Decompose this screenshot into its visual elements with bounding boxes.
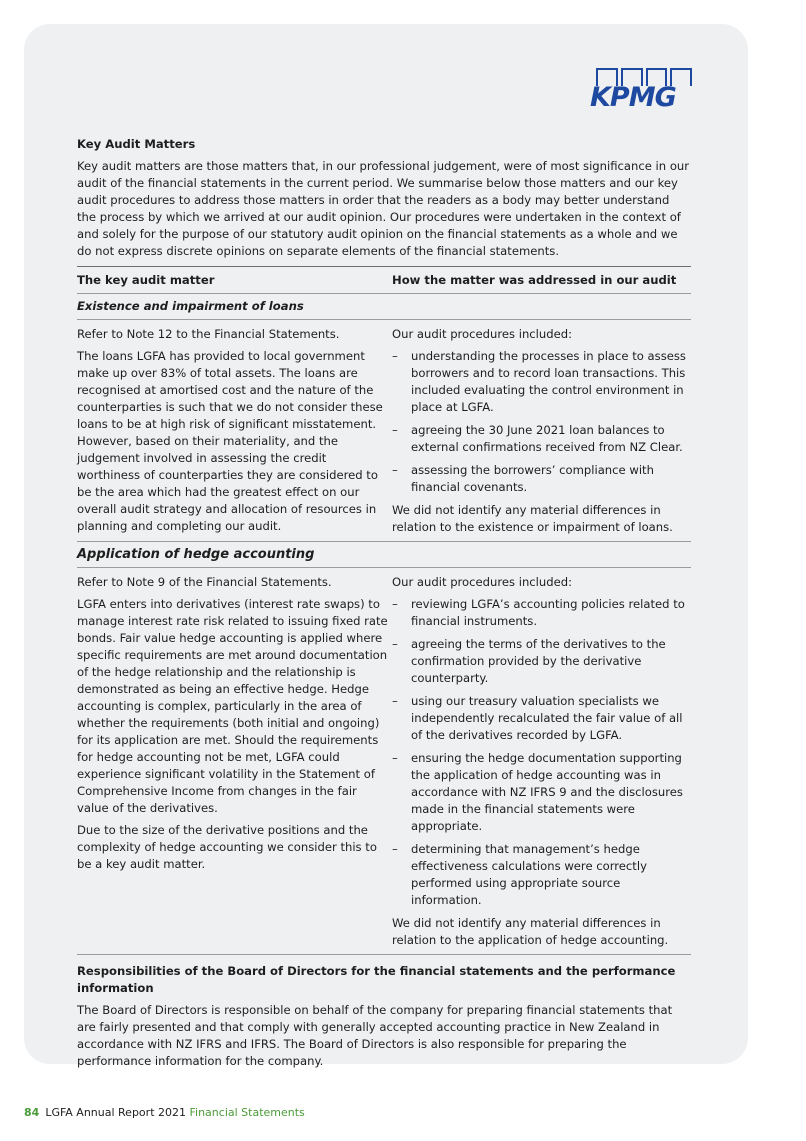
key-audit-matters-heading: Key Audit Matters bbox=[77, 137, 196, 151]
matter-paragraph: Refer to Note 12 to the Financial Statements. bbox=[77, 327, 340, 341]
procedure-item: – understanding the processes in place to assess borrowers and to record loan transactions. This included evaluating the control environment in place at LGFA. bbox=[392, 348, 691, 416]
responsibilities-body: The Board of Directors is responsible on behalf of the company for preparing financial statements that are fairly presented and that comply with generally accepted accounting practice in New Zealand in accordance with NZ IFRS and IFRS. The Board of Directors is also responsible for preparing the performance information for the company. bbox=[77, 1003, 673, 1068]
matter-description bbox=[77, 574, 392, 954]
col-how-addressed-header: How the matter was addressed in our audit bbox=[392, 273, 677, 287]
procedure-item: – reviewing LGFA’s accounting policies related to financial instruments. bbox=[392, 596, 691, 630]
page-number: 84 bbox=[24, 1106, 40, 1119]
matter-paragraph: Refer to Note 9 of the Financial Statements. bbox=[77, 575, 332, 589]
procedure-list bbox=[392, 348, 691, 496]
audit-response bbox=[392, 326, 691, 541]
procedure-item: – determining that management’s hedge effectiveness calculations were correctly performed using appropriate source information. bbox=[392, 841, 691, 909]
matter-paragraph: The loans LGFA has provided to local government make up over 83% of total assets. The loans are recognised at amortised cost and the nature of the counterparties is such that we do not consider these loans to be at high risk of significant misstatement. However, based on their materiality, and the judgement involved in assessing the credit worthiness of counterparties they are considered to be the area which had the greatest effect on our overall audit strategy and allocation of resources in planning and completing our audit. bbox=[77, 349, 383, 533]
procedure-item: – using our treasury valuation specialists we independently recalculated the fair value of all of the derivatives recorded by LGFA. bbox=[392, 693, 691, 744]
section-row-hedge-accounting bbox=[77, 568, 691, 954]
procedure-item: – ensuring the hedge documentation supporting the application of hedge accounting was in accordance with NZ IFRS 9 and the disclosures made in the financial statements were appropriate. bbox=[392, 750, 691, 835]
audit-response bbox=[392, 574, 691, 954]
matter-description bbox=[77, 326, 392, 541]
col-key-audit-matter-header: The key audit matter bbox=[77, 273, 215, 287]
procedure-item: – assessing the borrowers’ compliance with financial covenants. bbox=[392, 462, 691, 496]
procedures-conclusion: We did not identify any material differences in relation to the existence or impairment of loans. bbox=[392, 503, 673, 534]
procedures-conclusion: We did not identify any material differences in relation to the application of hedge accounting. bbox=[392, 916, 669, 947]
key-audit-matters-intro: Key audit matters are those matters that, in our professional judgement, were of most significance in our audit of the financial statements in the current period. We summarise below those matters and our key audit procedures to address those matters in order that the readers as a body may better understand the process by which we arrived at our audit opinion. Our procedures were undertaken in the context of and solely for the purpose of our statutory audit opinion on the financial statements as a whole and we do not express discrete opinions on separate elements of the financial statements. bbox=[77, 159, 690, 258]
kpmg-logo bbox=[590, 68, 694, 112]
matter-paragraph: LGFA enters into derivatives (interest rate swaps) to manage interest rate risk related to issuing fixed rate bonds. Fair value hedge accounting is applied where specific requirements are met around documentation of the hedge relationship and the relationship is demonstrated as being an effective hedge. Hedge accounting is complex, particularly in the area of whether the requirements (both initial and ongoing) for its application are met. Should the requirements for hedge accounting not be met, LGFA could experience significant volatility in the Statement of Comprehensive Income from changes in the fair value of the derivatives. bbox=[77, 597, 388, 815]
procedure-item: – agreeing the 30 June 2021 loan balances to external confirmations received from NZ Clear. bbox=[392, 422, 691, 456]
procedure-item: – agreeing the terms of the derivatives to the confirmation provided by the derivative counterparty. bbox=[392, 636, 691, 687]
procedures-intro: Our audit procedures included: bbox=[392, 575, 573, 589]
section-name: Financial Statements bbox=[189, 1106, 305, 1119]
procedure-list bbox=[392, 596, 691, 909]
report-title: LGFA Annual Report 2021 bbox=[45, 1106, 186, 1119]
section-row-loans bbox=[77, 320, 691, 541]
table-bottom-rule bbox=[77, 954, 691, 955]
table-header bbox=[77, 267, 691, 293]
logo-wordmark: KPMG bbox=[590, 82, 676, 113]
procedures-intro: Our audit procedures included: bbox=[392, 327, 573, 341]
page-footer bbox=[24, 1106, 305, 1119]
section-title-loans: Existence and impairment of loans bbox=[77, 299, 304, 313]
section-title-hedge-accounting: Application of hedge accounting bbox=[77, 547, 315, 562]
responsibilities-heading: Responsibilities of the Board of Directors for the financial statements and the performance information bbox=[77, 964, 676, 995]
matter-paragraph: Due to the size of the derivative positions and the complexity of hedge accounting we consider this to be a key audit matter. bbox=[77, 823, 377, 871]
report-content bbox=[77, 136, 691, 1075]
